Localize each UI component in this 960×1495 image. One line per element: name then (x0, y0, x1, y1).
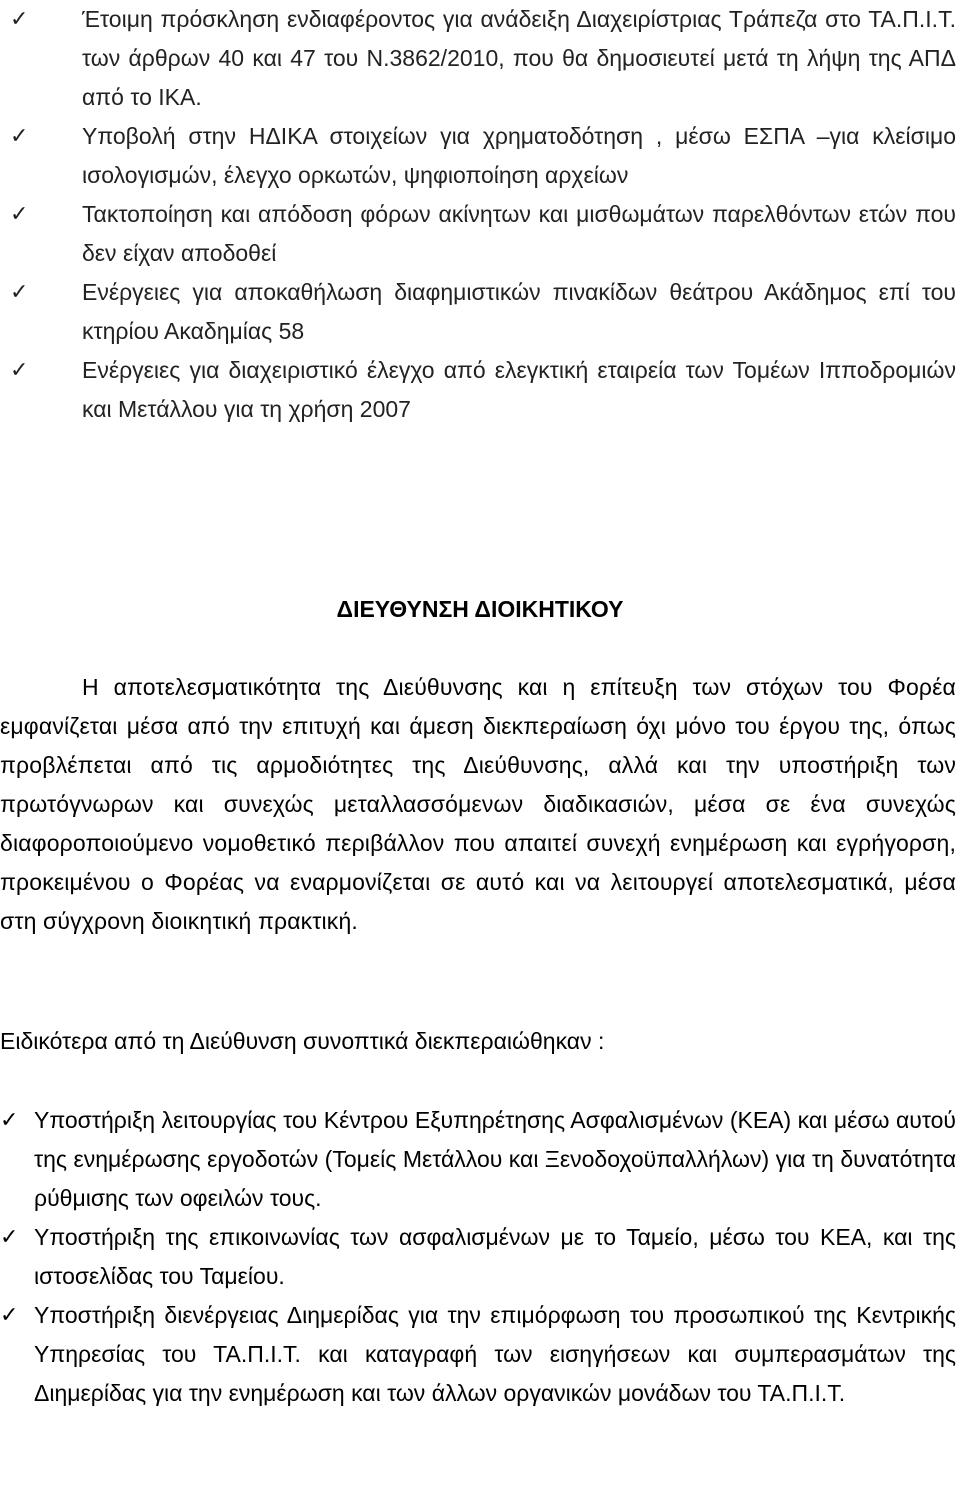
checkmark-icon: ✓ (10, 7, 29, 32)
lead-sentence: Ειδικότερα από τη Διεύθυνση συνοπτικά διεκπεραιώθηκαν : (0, 1028, 605, 1054)
list-item-text: Τακτοποίηση και απόδοση φόρων ακίνητων και μισθωμάτων παρελθόντων ετών που δεν είχαν αποδοθεί (82, 201, 956, 266)
list-item-text: Έτοιμη πρόσκληση ενδιαφέροντος για ανάδειξη Διαχειρίστριας Τράπεζα στο ΤΑ.Π.Ι.Τ. των άρθρων 40 και 47 του Ν.3862/2010, που θα δημοσιευτεί μετά τη λήψη της ΑΠΔ από το ΙΚΑ. (82, 6, 956, 110)
checkmark-icon: ✓ (10, 202, 29, 227)
checkmark-icon: ✓ (10, 124, 29, 149)
list-item-text: Ενέργειες για αποκαθήλωση διαφημιστικών πινακίδων θεάτρου Ακάδημος επί του κτηρίου Ακαδημίας 58 (82, 279, 956, 344)
list-item (10, 117, 956, 195)
list-item-text: Υποστήριξη διενέργειας Διημερίδας για την επιμόρφωση του προσωπικού της Κεντρικής Υπηρεσίας του ΤΑ.Π.Ι.Τ. και καταγραφή των εισηγήσεων και συμπερασμάτων της Διημερίδας για την ενημέρωση και των άλλων οργανικών μονάδων του ΤΑ.Π.Ι.Τ. (34, 1302, 956, 1406)
list-item-text: Υποστήριξη της επικοινωνίας των ασφαλισμένων με το Ταμείο, μέσω του ΚΕΑ, και της ιστοσελίδας του Ταμείου. (34, 1224, 956, 1289)
list-item-text: Ενέργειες για διαχειριστικό έλεγχο από ελεγκτική εταιρεία των Τομέων Ιπποδρομιών και Μετάλλου για τη χρήση 2007 (82, 357, 956, 422)
list-item (10, 195, 956, 273)
checkmark-icon: ✓ (0, 1108, 19, 1133)
checkmark-icon: ✓ (10, 358, 29, 383)
checkmark-icon: ✓ (0, 1225, 19, 1250)
list-item-text: Υποστήριξη λειτουργίας του Κέντρου Εξυπηρέτησης Ασφαλισμένων (ΚΕΑ) και μέσω αυτού της ενημέρωσης εργοδοτών (Τομείς Μετάλλου και Ξενοδοχοϋπαλλήλων) για τη δυνατότητα ρύθμισης των οφειλών τους. (34, 1107, 956, 1211)
list-item (10, 0, 956, 117)
checkmark-icon: ✓ (10, 280, 29, 305)
bottom-checklist (0, 1101, 956, 1413)
list-item-text: Υποβολή στην ΗΔΙΚΑ στοιχείων για χρηματοδότηση , μέσω ΕΣΠΑ –για κλείσιμο ισολογισμών, έλεγχο ορκωτών, ψηφιοποίηση αρχείων (82, 123, 956, 188)
body-paragraph: Η αποτελεσματικότητα της Διεύθυνσης και η επίτευξη των στόχων του Φορέα εμφανίζεται μέσα από την επιτυχή και άμεση διεκπεραίωση όχι μόνο του έργου της, όπως προβλέπεται από τις αρμοδιότητες της Διεύθυνσης, αλλά και την υποστήριξη των πρωτόγνωρων και συνεχώς μεταλλασσόμενων διαδικασιών, μέσα σε ένα συνεχώς διαφοροποιούμενο νομοθετικό περιβάλλον που απαιτεί συνεχή ενημέρωση και εγρήγορση, προκειμένου ο Φορέας να εναρμονίζεται σε αυτό και να λειτουργεί αποτελεσματικά, μέσα στη σύγχρονη διοικητική πρακτική. (0, 674, 956, 934)
list-item (0, 1101, 956, 1218)
list-item (10, 273, 956, 351)
list-item (10, 351, 956, 429)
top-checklist (10, 0, 956, 429)
section-heading: ΔΙΕΥΘΥΝΣΗ ΔΙΟΙΚΗΤΙΚΟΥ (336, 596, 624, 622)
list-item (0, 1218, 956, 1296)
list-item (0, 1296, 956, 1413)
checkmark-icon: ✓ (0, 1303, 19, 1328)
